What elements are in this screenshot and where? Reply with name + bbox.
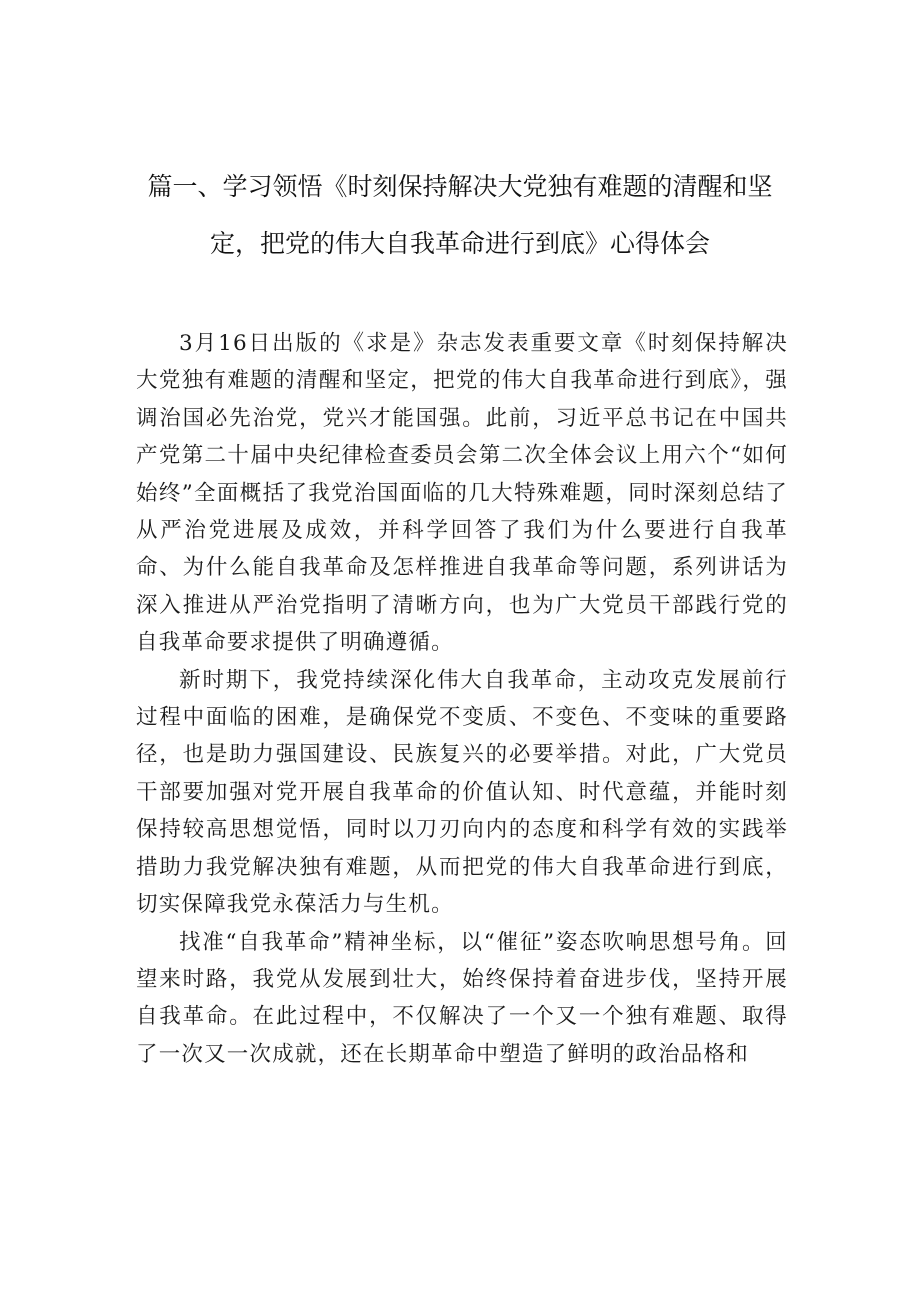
paragraph-2: 新时期下，我党持续深化伟大自我革命，主动攻克发展前行过程中面临的困难，是确保党不变质、不变色、不变味的重要路径，也是助力强国建设、民族复兴的必要举措。对此，广大党员干部要加强对党开展自我革命的价值认知、时代意蕴，并能时刻保持较高思想觉悟，同时以刀刃向内的态度和科学有效的实践举措助力我党解决独有难题，从而把党的伟大自我革命进行到底，切实保障我党永葆活力与生机。 [136,667,788,918]
paragraph-3: 找准“自我革命”精神坐标，以“催征”姿态吹响思想号角。回望来时路，我党从发展到壮大，始终保持着奋进步伐，坚持开展自我革命。在此过程中，不仅解决了一个又一个独有难题、取得了一次又一次成就，还在长期革命中塑造了鲜明的政治品格和 [136,929,788,1067]
document-body [136,325,788,1073]
document-title [130,158,790,272]
title-line-1: 篇一、学习领悟《时刻保持解决大党独有难题的清醒和坚 [147,172,773,201]
paragraph-1: 3月16日出版的《求是》杂志发表重要文章《时刻保持解决大党独有难题的清醒和坚定，把党的伟大自我革命进行到底》，强调治国必先治党，党兴才能国强。此前，习近平总书记在中国共产党第二十届中央纪律检查委员会第二次全体会议上用六个“如何始终”全面概括了我党治国面临的几大特殊难题，同时深刻总结了从严治党进展及成效，并科学回答了我们为什么要进行自我革命、为什么能自我革命及怎样推进自我革命等问题，系列讲话为深入推进从严治党指明了清晰方向，也为广大党员干部践行党的自我革命要求提供了明确遵循。 [136,331,788,656]
title-line-2: 定，把党的伟大自我革命进行到底》心得体会 [209,229,710,258]
